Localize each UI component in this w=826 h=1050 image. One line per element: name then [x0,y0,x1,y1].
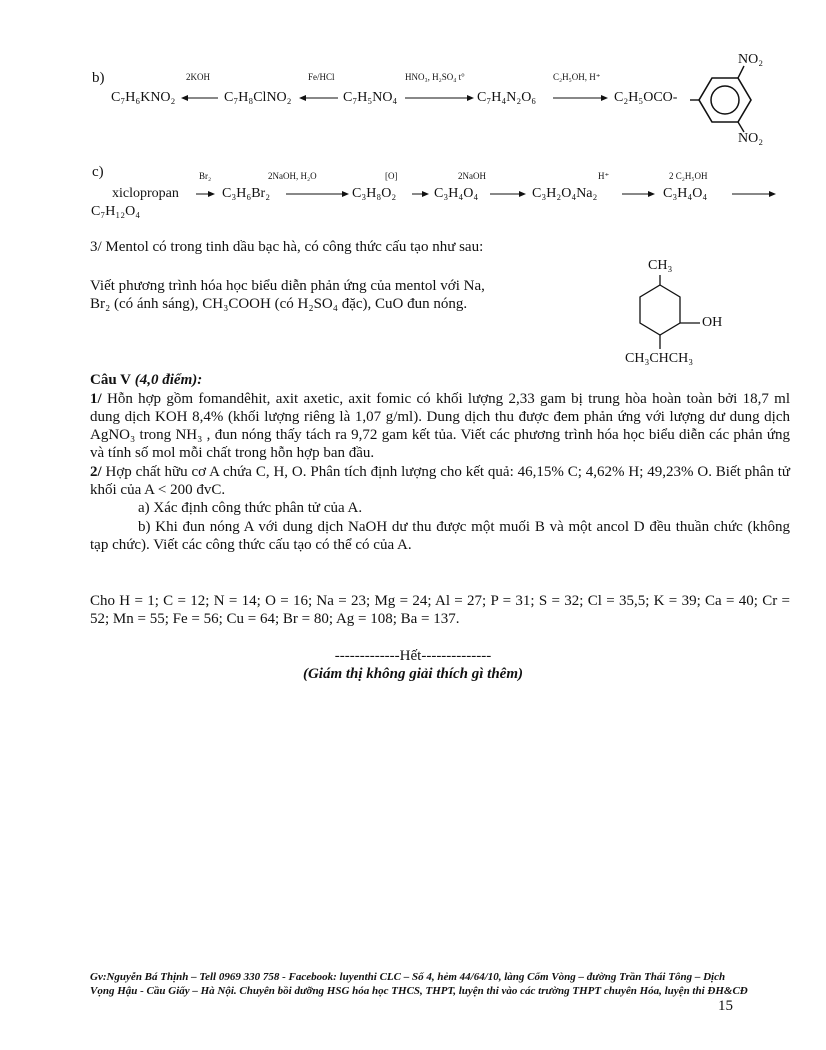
reagent-oxidation: [O] [385,171,398,181]
compound-xiclopropan: xiclopropan [112,186,179,201]
cau5-part2 [90,463,790,499]
end-note: (Giám thị không giải thích gì thêm) [302,666,524,682]
reagent-br2: Br₂ [199,171,212,181]
nitro-group-top: NO₂ [738,52,764,67]
reagent-ethanol: 2 C₂H₅OH [669,171,708,181]
compound-c3: C₃H₄O₄ [434,186,479,201]
q3-line2: Br₂ (có ánh sáng), CH₃COOH (có H₂SO₄ đặc), CuO đun nóng. [90,296,468,312]
compound-c1: C₃H₆Br₂ [222,186,271,201]
compound-b4: C₇H₄N₂O₆ [477,90,537,105]
compound-b2: C₇H₈ClNO₂ [224,90,292,105]
part2-b: b) Khi đun nóng A với dung dịch NaOH dư thu được một muối B và một ancol D đều thuần chức (không tạp chức). Viết các công thức cấu tạo có thể có của A. [90,519,790,553]
struct-oh: OH [702,315,723,330]
reagent-acid: H⁺ [598,171,610,181]
struct-ch3: CH₃ [648,258,673,273]
cau5-points: (4,0 điểm): [134,372,203,388]
cau5-part1 [90,390,790,462]
compound-c2: C₃H₈O₂ [352,186,397,201]
part2-a: a) Xác định công thức phân tử của A. [138,500,363,516]
compound-b1: C₇H₆KNO₂ [111,90,176,105]
cau5-heading: Câu V [90,372,131,388]
part1-label: 1/ [90,391,102,407]
part2-text: Hợp chất hữu cơ A chứa C, H, O. Phân tích định lượng cho kết quả: 46,15% C; 4,62% H; 49,23% O. Biết phân tử khối của A < 200 đvC. [90,464,790,498]
reagent-fe-hcl: Fe/HCl [308,72,335,82]
reagent-naoh-h2o: 2NaOH, H₂O [268,171,317,181]
end-mark: -------------Hết-------------- [334,648,492,664]
struct-isopropyl: CH₃CHCH₃ [625,351,694,366]
reagent-2koh: 2KOH [186,72,210,82]
compound-b3: C₇H₅NO₄ [343,90,398,105]
reagent-2naoh: 2NaOH [458,171,486,181]
compound-b5: C₂H₅OCO- [614,90,678,105]
reagent-nitration: HNO₃, H₂SO₄ t° [405,72,465,82]
compound-c4: C₃H₂O₄Na₂ [532,186,598,201]
page-number: 15 [718,998,733,1014]
reaction-c-label: c) [92,164,104,180]
footer-contact: Gv:Nguyễn Bá Thịnh – Tell 0969 330 758 - Facebook: luyenthi CLC – Số 4, hẻm 44/64/10, làng Cốm Vòng – đường Trần Thái Tông – Dịch Vọng Hậu - Cầu Giấy – Hà Nội. Chuyên bồi dưỡng HSG hóa học THCS, THPT, luyện thi vào các trường THPT chuyên Hóa, luyện thi ĐH&CĐ [90,971,748,997]
reaction-b-label: b) [92,70,105,86]
reagent-esterification: C₂H₅OH, H⁺ [553,72,601,82]
compound-c5: C₃H₄O₄ [663,186,708,201]
q3-line1: Viết phương trình hóa học biểu diễn phản ứng của mentol với Na, [90,278,485,294]
part1-text: Hỗn hợp gồm fomandêhit, axit axetic, axit fomic có khối lượng 2,33 gam bị trung hòa hoàn toàn bởi 18,7 ml dung dịch KOH 8,4% (khối lượng riêng là 1,07 g/ml). Dung dịch thu được đem phản ứng với lượng dư dung dịch AgNO₃ trong NH₃ , đun nóng thấy tách ra 9,72 gam kết tủa. Viết các phương trình hóa học biểu diễn các phản ứng và tính số mol mỗi chất trong hỗn hợp ban đầu. [90,391,790,461]
atomic-masses: Cho H = 1; C = 12; N = 14; O = 16; Na = 23; Mg = 24; Al = 27; P = 31; S = 32; Cl = 35,5; K = 39; Ca = 40; Cr = 52; Mn = 55; Fe = 56; Cu = 64; Br = 80; Ag = 108; Ba = 137. [90,593,790,627]
nitro-group-bottom: NO₂ [738,131,764,146]
part2-label: 2/ [90,464,102,480]
compound-final: C₇H₁₂O₄ [91,204,141,219]
q3-heading: 3/ Mentol có trong tinh dầu bạc hà, có công thức cấu tạo như sau: [90,239,484,255]
cau5-heading-line [90,372,202,389]
